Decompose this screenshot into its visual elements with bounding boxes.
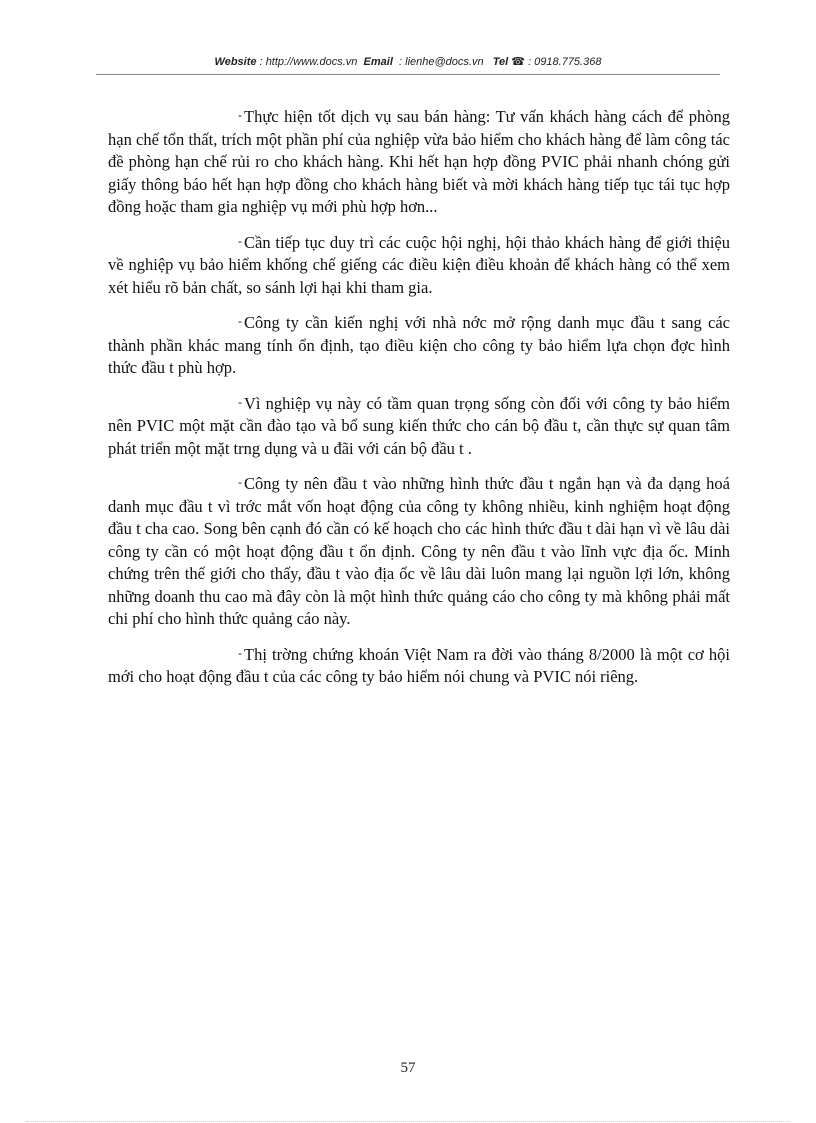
phone-icon: ☎ <box>511 56 525 68</box>
bullet-dash: - <box>238 233 242 248</box>
tel-label: Tel <box>492 56 509 68</box>
email-label: Email <box>363 56 393 68</box>
paragraph <box>108 471 730 631</box>
tel-value: : 0918.775.368 <box>528 56 602 68</box>
bullet-dash: - <box>238 645 242 660</box>
footer-divider <box>26 1121 790 1122</box>
paragraph <box>108 230 730 300</box>
bullet-dash: - <box>238 314 242 328</box>
bullet-dash: - <box>238 108 242 122</box>
paragraph-text: Cần tiếp tục duy trì các cuộc hội nghị, hội thảo khách hàng để giới thiệu về nghiệp vụ bảo hiểm khống chế giếng các điều kiện điều khoản để khách hàng có thể xem xét hiểu rõ bản chất, so sánh lợi hại khi tham gia. <box>108 232 730 297</box>
paragraph <box>108 391 730 461</box>
paragraph-text: Vì nghiệp vụ này có tầm quan trọng sống còn đối với công ty bảo hiểm nên PVIC một mặt cần đào tạo và bổ sung kiến thức cho cán bộ đầu t, cần thực sự quan tâm phát triển một mặt trng dụng và u đãi với cán bộ đầu t . <box>108 393 730 458</box>
bullet-dash: - <box>238 394 242 409</box>
header-divider <box>96 74 720 75</box>
paragraph-text: Công ty nên đầu t vào những hình thức đầu t ngắn hạn và đa dạng hoá danh mục đầu t vì trớc mắt vốn hoạt động của công ty không nhiều, kinh nghiệm hoạt động đầu t cha cao. Song bên cạnh đó cần có kế hoạch cho các hình thức đầu t dài hạn vì về lâu dài công ty cần có một hoạt động đầu t ổn định. Công ty nên đầu t vào lĩnh vực địa ốc. Minh chứng trên thế giới cho thấy, đầu t vào địa ốc về lâu dài luôn mang lại nguồn lợi lớn, không những doanh thu cao mà đây còn là một hình thức quảng cáo cho công ty mà không phải mất chi phí cho hình thức quảng cáo này. <box>108 474 730 628</box>
page-header <box>96 55 720 68</box>
paragraph <box>108 642 730 689</box>
bullet-dash: - <box>238 475 242 489</box>
website-label: Website <box>214 56 257 68</box>
paragraph <box>108 104 730 219</box>
email-value: : lienhe@docs.vn <box>399 56 484 68</box>
document-body <box>108 104 730 700</box>
website-value: : http://www.docs.vn <box>259 56 358 68</box>
paragraph <box>108 310 730 380</box>
paragraph-text: Thực hiện tốt dịch vụ sau bán hàng: Tư vấn khách hàng cách để phòng hạn chế tổn thất, trích một phần phí của nghiệp vừa bảo hiểm cho khách hàng để làm công tác đề phòng hạn chế rủi ro cho khách hàng. Khi hết hạn hợp đồng PVIC phải nhanh chóng gửi giấy thông báo hết hạn hợp đồng cho khách hàng biết và mời khách hàng tiếp tục tái tục hợp đồng hoặc tham gia nghiệp vụ mới phù hợp hơn... <box>108 107 730 216</box>
page-number: 57 <box>400 1060 416 1076</box>
paragraph-text: Công ty cần kiến nghị với nhà nớc mở rộng danh mục đầu t sang các thành phần khác mang tính ổn định, tạo điều kiện cho công ty bảo hiểm lựa chọn đợc hình thức đầu t phù hợp. <box>108 313 730 377</box>
paragraph-text: Thị trờng chứng khoán Việt Nam ra đời vào tháng 8/2000 là một cơ hội mới cho hoạt động đầu t của các công ty bảo hiểm nói chung và PVIC nói riêng. <box>108 644 730 686</box>
